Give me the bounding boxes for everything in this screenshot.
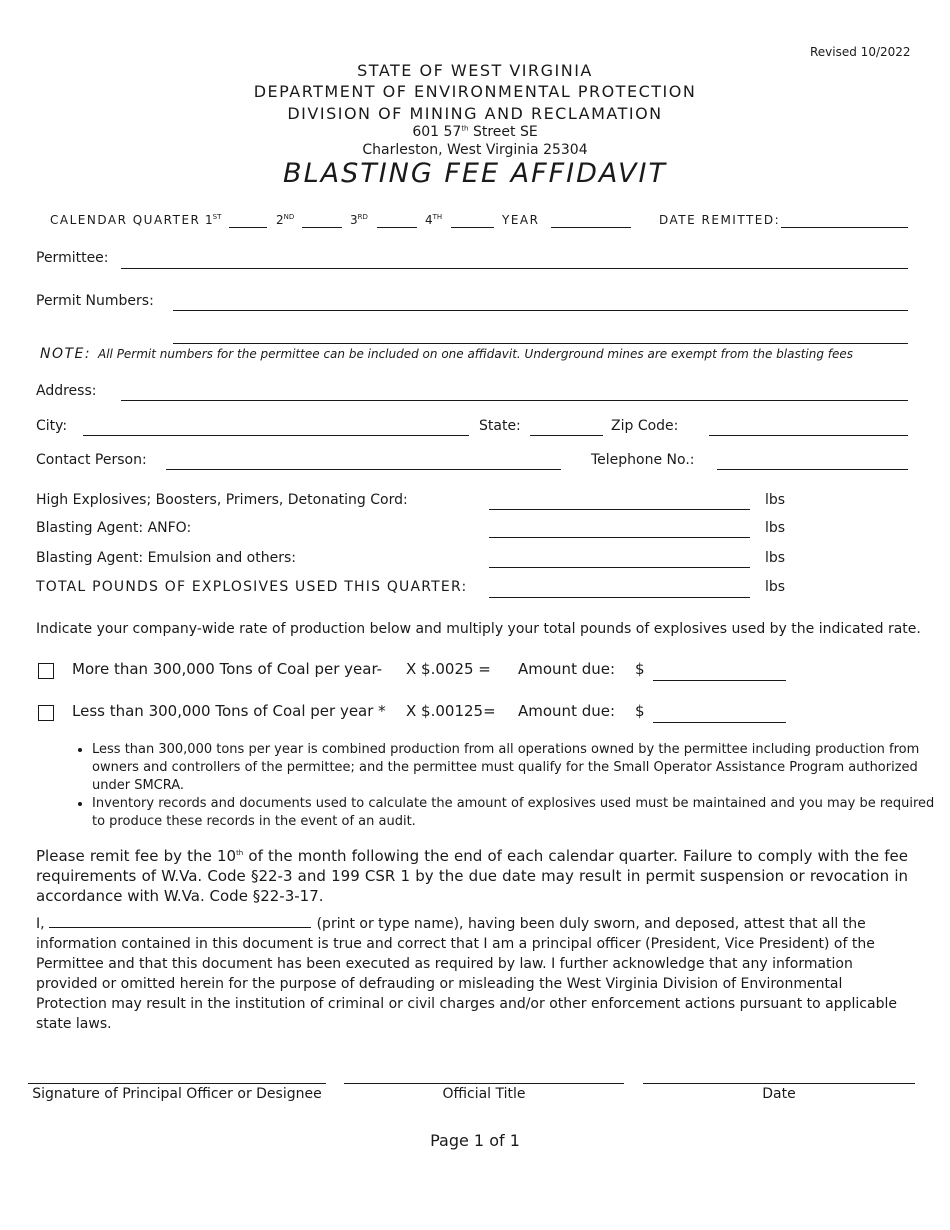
revised-date: Revised 10/2022 <box>810 45 911 59</box>
official-title-label: Official Title <box>442 1086 526 1102</box>
more-than-300k-rate: X $.0025 = <box>406 660 491 678</box>
permittee-input-line[interactable] <box>121 268 908 269</box>
more-than-300k-label: More than 300,000 Tons of Coal per year- <box>72 660 383 678</box>
high-explosives-input-line[interactable] <box>489 509 750 510</box>
note-label: NOTE: <box>40 346 92 362</box>
amount-due-label-2: Amount due: <box>518 702 616 720</box>
notes-list <box>60 741 942 831</box>
state-input-line[interactable] <box>530 435 603 436</box>
note-text: All Permit numbers for the permittee can be included on one affidavit. Underground mines are exempt from the blasting fees <box>98 347 854 361</box>
q4-input-line[interactable] <box>451 227 494 228</box>
rate-instruction: Indicate your company-wide rate of production below and multiply your total pounds of explosives used by the indicated rate. <box>36 621 921 637</box>
total-pounds-unit: lbs <box>765 579 786 595</box>
permit-numbers-input-line-1[interactable] <box>173 310 908 311</box>
zip-input-line[interactable] <box>709 435 908 436</box>
zip-label: Zip Code: <box>611 418 679 434</box>
q1-label: 1ST <box>205 213 222 227</box>
calendar-quarter-label: CALENDAR QUARTER <box>50 213 201 227</box>
date-remitted-label: DATE REMITTED: <box>659 213 781 227</box>
address-label: Address: <box>36 383 97 399</box>
print-name-input-line[interactable] <box>49 913 311 928</box>
date-input-line[interactable] <box>643 1083 915 1084</box>
attestation-paragraph: I, (print or type name), having been duly sworn, and deposed, attest that all the information contained in this document is true and correct that I am a principal officer (President, Vice President) of the Permittee and that this document has been executed as required by law. I further acknowledge that any information provided or omitted herein for the purpose of defrauding or misleading the West Virginia Division of Environmental Protection may result in the institution of criminal or civil charges and/or other enforcement actions pursuant to applicable state laws. <box>36 913 916 1034</box>
amount-due-label-1: Amount due: <box>518 660 616 678</box>
permittee-label: Permittee: <box>36 250 109 266</box>
permit-numbers-input-line-2[interactable] <box>173 343 908 344</box>
contact-person-input-line[interactable] <box>166 469 561 470</box>
amount-due-input-line-2[interactable] <box>653 722 786 723</box>
permit-numbers-label: Permit Numbers: <box>36 293 154 309</box>
department-heading: DEPARTMENT OF ENVIRONMENTAL PROTECTION <box>253 82 697 101</box>
page-title: BLASTING FEE AFFIDAVIT <box>283 158 667 189</box>
q2-label: 2ND <box>276 213 295 227</box>
dollar-sign-1: $ <box>635 660 645 678</box>
total-pounds-input-line[interactable] <box>489 597 750 598</box>
q4-label: 4TH <box>425 213 443 227</box>
date-label: Date <box>762 1086 796 1102</box>
high-explosives-unit: lbs <box>765 492 786 508</box>
address-input-line[interactable] <box>121 400 908 401</box>
q3-input-line[interactable] <box>377 227 417 228</box>
city-address: Charleston, West Virginia 25304 <box>362 142 588 158</box>
remit-paragraph: Please remit fee by the 10th of the month following the end of each calendar quarter. Failure to comply with the fee requirements of W.Va. Code §22-3 and 199 CSR 1 by the due date may result in permit suspension or revocation in accordance with W.Va. Code §22-3-17. <box>36 847 908 905</box>
amount-due-input-line-1[interactable] <box>653 680 786 681</box>
signature-label: Signature of Principal Officer or Designee <box>32 1086 322 1102</box>
state-label: State: <box>479 418 521 434</box>
total-pounds-label: TOTAL POUNDS OF EXPLOSIVES USED THIS QUARTER: <box>36 579 468 595</box>
state-heading: STATE OF WEST VIRGINIA <box>357 61 593 80</box>
year-label: YEAR <box>502 213 540 227</box>
note-bullet-records: • Inventory records and documents used to calculate the amount of explosives used must be maintained and you may be required to produce these records in the event of an audit. <box>92 795 942 831</box>
telephone-input-line[interactable] <box>717 469 908 470</box>
city-input-line[interactable] <box>83 435 469 436</box>
year-input-line[interactable] <box>551 227 631 228</box>
less-than-300k-checkbox[interactable] <box>38 705 54 721</box>
more-than-300k-checkbox[interactable] <box>38 663 54 679</box>
q1-input-line[interactable] <box>229 227 267 228</box>
q2-input-line[interactable] <box>302 227 342 228</box>
emulsion-input-line[interactable] <box>489 567 750 568</box>
emulsion-label: Blasting Agent: Emulsion and others: <box>36 550 296 566</box>
street-address: 601 57th Street SE <box>412 124 538 140</box>
anfo-label: Blasting Agent: ANFO: <box>36 520 192 536</box>
less-than-300k-rate: X $.00125= <box>406 702 496 720</box>
city-label: City: <box>36 418 68 434</box>
contact-person-label: Contact Person: <box>36 452 147 468</box>
emulsion-unit: lbs <box>765 550 786 566</box>
note-bullet-production: • Less than 300,000 tons per year is combined production from all operations owned by the permittee including production from owners and controllers of the permittee; and the permittee must qualify for the Small Operator Assistance Program authorized under SMCRA. <box>92 741 942 795</box>
division-heading: DIVISION OF MINING AND RECLAMATION <box>287 104 663 123</box>
high-explosives-label: High Explosives; Boosters, Primers, Detonating Cord: <box>36 492 408 508</box>
less-than-300k-label: Less than 300,000 Tons of Coal per year * <box>72 702 386 720</box>
anfo-unit: lbs <box>765 520 786 536</box>
official-title-input-line[interactable] <box>344 1083 624 1084</box>
q3-label: 3RD <box>350 213 368 227</box>
page-number: Page 1 of 1 <box>430 1131 520 1150</box>
dollar-sign-2: $ <box>635 702 645 720</box>
date-remitted-input-line[interactable] <box>781 227 908 228</box>
signature-input-line[interactable] <box>28 1083 326 1084</box>
telephone-label: Telephone No.: <box>591 452 695 468</box>
anfo-input-line[interactable] <box>489 537 750 538</box>
